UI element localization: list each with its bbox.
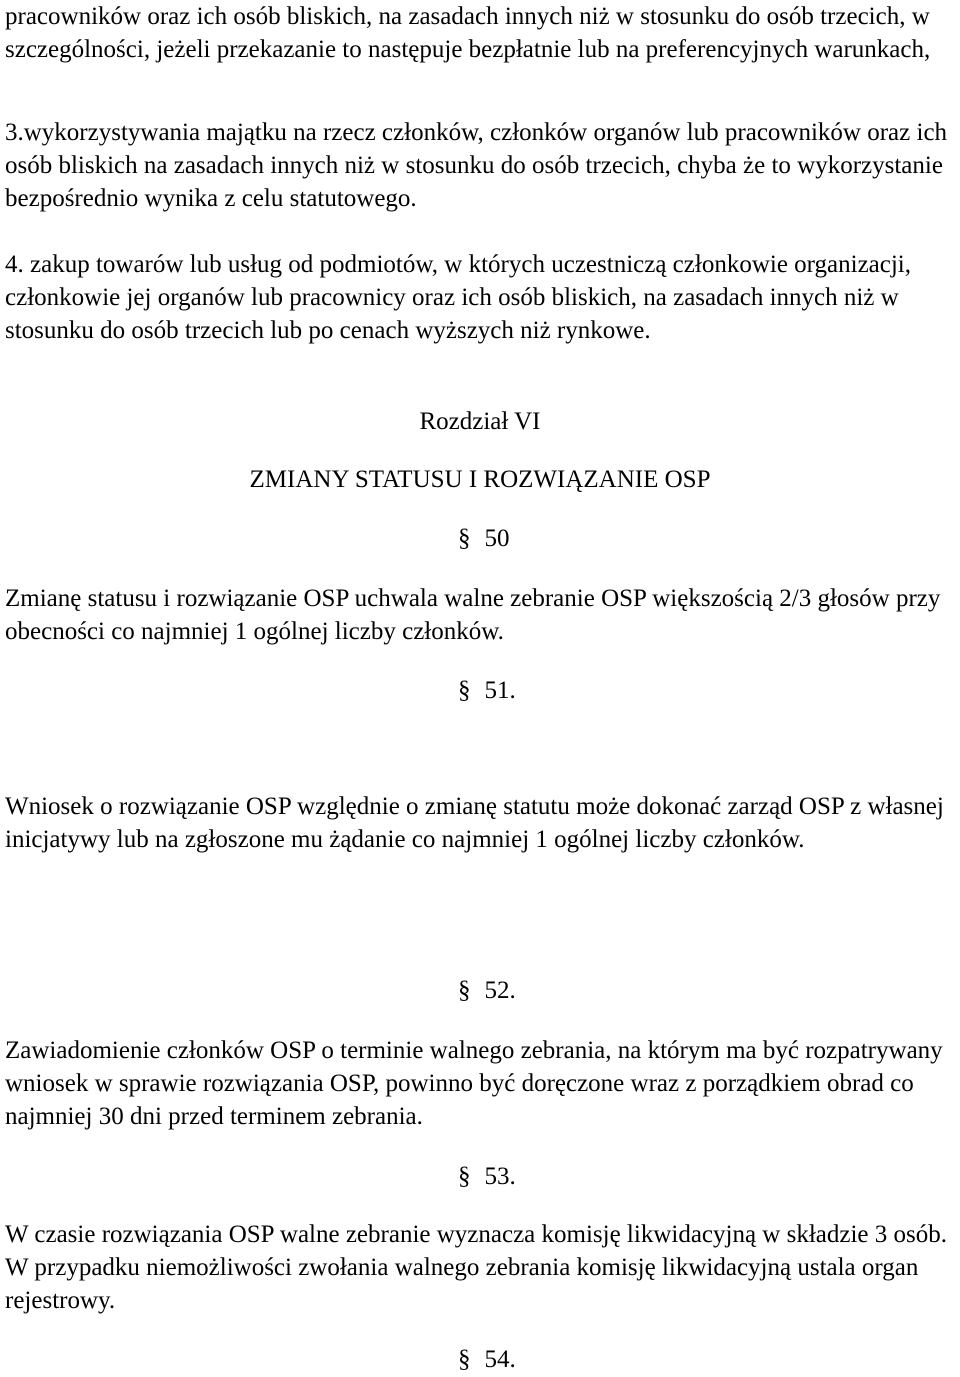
section-number: 50	[484, 525, 510, 552]
section-number: 52.	[484, 977, 516, 1004]
section-heading-50	[458, 522, 510, 555]
section-number: 53.	[484, 1163, 516, 1190]
chapter-title: ZMIANY STATUSU I ROZWIĄZANIE OSP	[249, 466, 711, 493]
section-heading-51	[458, 674, 516, 707]
section-sign: §	[458, 977, 471, 1004]
chapter-number: Rozdział VI	[419, 408, 541, 435]
section-heading-52	[458, 974, 516, 1007]
section-text-53: W czasie rozwiązania OSP walne zebranie wyznacza komisję likwidacyjną w składzie 3 osób. W przypadku niemożliwości zwołania walnego zebrania komisję likwidacyjną ustala organ rejestrowy.	[5, 1221, 948, 1314]
paragraph-continuation: pracowników oraz ich osób bliskich, na zasadach innych niż w stosunku do osób trzecich, w szczególności, jeżeli przekazanie to następuje bezpłatnie lub na preferencyjnych warunkach,	[5, 3, 931, 63]
section-number: 54.	[484, 1346, 516, 1373]
section-heading-54	[458, 1343, 516, 1376]
paragraph-item-3: 3.wykorzystywania majątku na rzecz członków, członków organów lub pracowników oraz ich osób bliskich na zasadach innych niż w stosunku do osób trzecich, chyba że to wykorzystanie bezpośrednio wynika z celu statutowego.	[5, 119, 948, 212]
paragraph-item-4: 4. zakup towarów lub usług od podmiotów, w których uczestniczą członkowie organizacji, członkowie jej organów lub pracownicy oraz ich osób bliskich, na zasadach innych niż w stosunku do osób trzecich lub po cenach wyższych niż rynkowe.	[5, 251, 912, 344]
section-heading-53	[458, 1160, 516, 1193]
section-sign: §	[458, 1163, 471, 1190]
section-number: 51.	[484, 677, 516, 704]
section-sign: §	[458, 1346, 471, 1373]
section-sign: §	[458, 677, 471, 704]
section-text-52: Zawiadomienie członków OSP o terminie walnego zebrania, na którym ma być rozpatrywany wniosek w sprawie rozwiązania OSP, powinno być doręczone wraz z porządkiem obrad co najmniej 30 dni przed terminem zebrania.	[5, 1037, 943, 1130]
section-sign: §	[458, 525, 471, 552]
section-text-51: Wniosek o rozwiązanie OSP względnie o zmianę statutu może dokonać zarząd OSP z własnej inicjatywy lub na zgłoszone mu żądanie co najmniej 1 ogólnej liczby członków.	[5, 793, 944, 853]
section-text-50: Zmianę statusu i rozwiązanie OSP uchwala walne zebranie OSP większością 2/3 głosów przy obecności co najmniej 1 ogólnej liczby członków.	[5, 585, 941, 645]
